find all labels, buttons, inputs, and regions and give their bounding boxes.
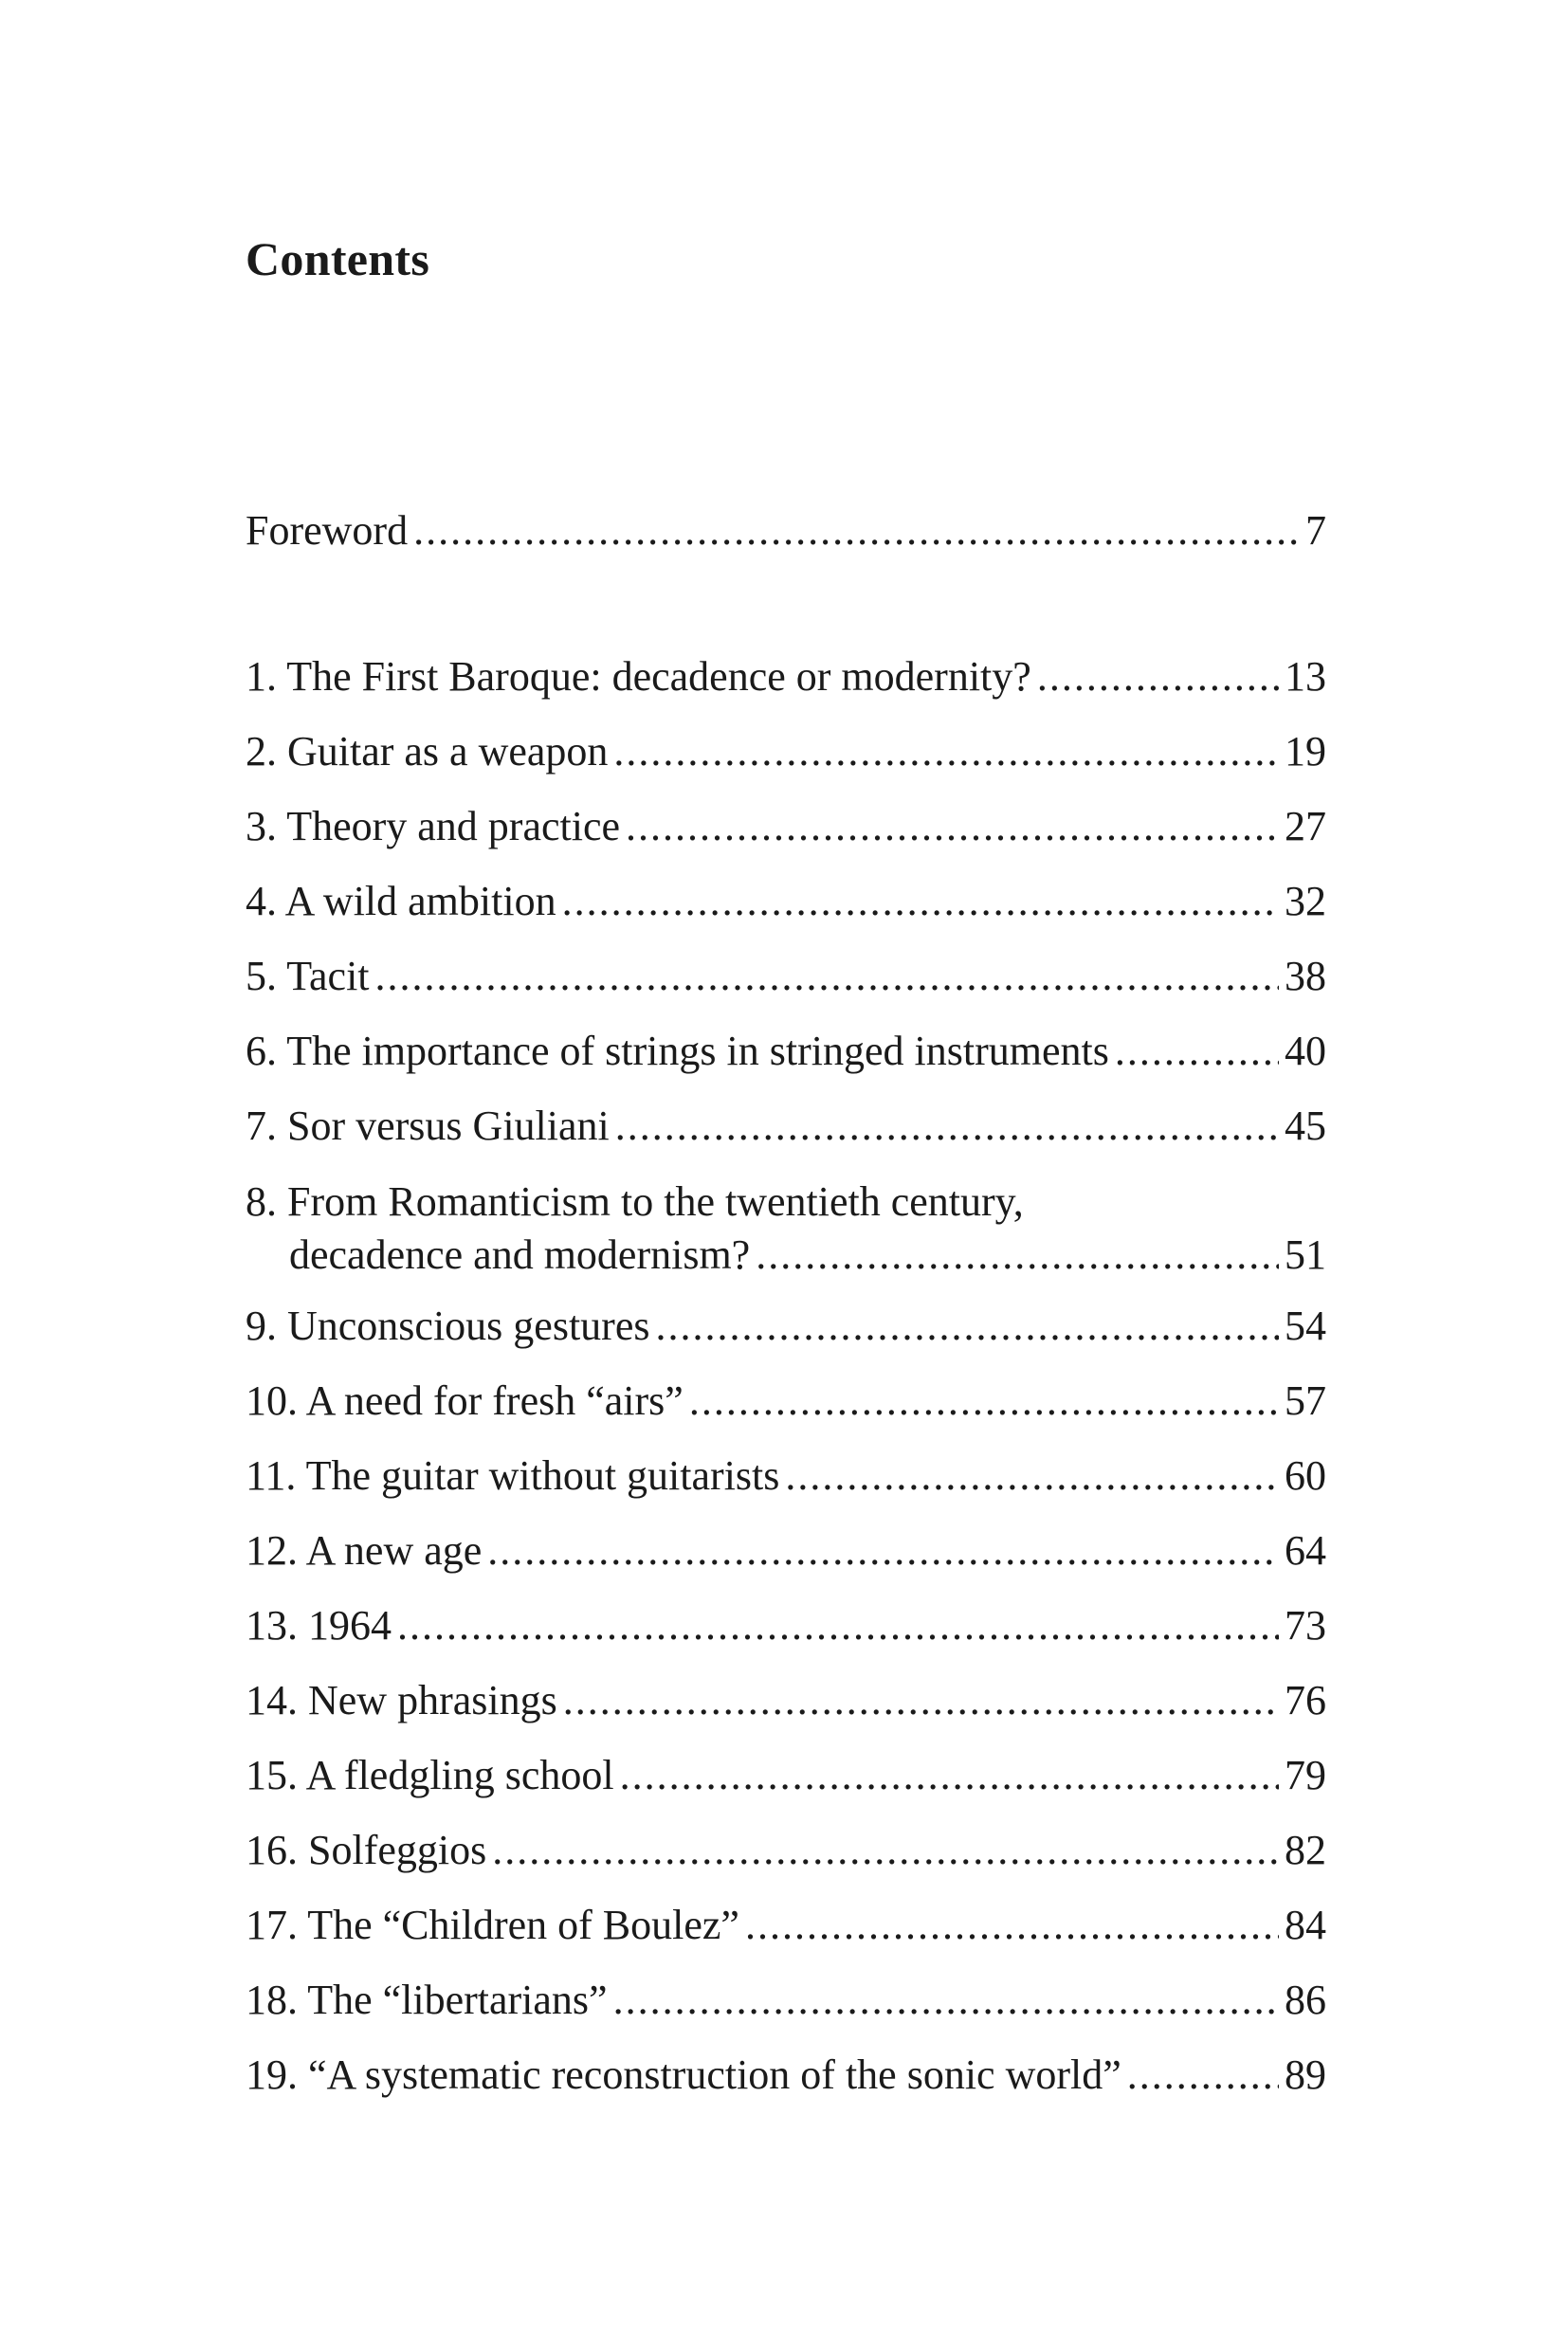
toc-entry-title: 7. Sor versus Giuliani xyxy=(246,1103,610,1149)
toc-entry-page: 45 xyxy=(1285,1103,1326,1149)
toc-entry-title: 17. The “Children of Boulez” xyxy=(246,1902,739,1948)
toc-entry-page: 64 xyxy=(1285,1527,1326,1574)
toc-entry-page: 38 xyxy=(1285,953,1326,999)
dot-leader xyxy=(620,1747,1279,1804)
toc-entry-title: 1. The First Baroque: decadence or modernity? xyxy=(246,653,1031,700)
toc-entry-title: 3. Theory and practice xyxy=(246,803,621,849)
toc-entry-title: Foreword xyxy=(246,507,409,554)
page-title: Contents xyxy=(246,232,430,285)
toc-entry-page: 86 xyxy=(1285,1977,1326,2023)
toc-entry-page: 76 xyxy=(1285,1677,1326,1723)
toc-entry-title: 11. The guitar without guitarists xyxy=(246,1452,780,1499)
toc-entry-page: 79 xyxy=(1285,1752,1326,1798)
toc-entry-page: 73 xyxy=(1285,1602,1326,1649)
dot-leader xyxy=(613,1972,1279,2029)
dot-leader xyxy=(756,1227,1279,1284)
toc-entry-chapter-19 xyxy=(246,2047,1326,2104)
dot-leader xyxy=(397,1597,1279,1654)
dot-leader xyxy=(615,1098,1279,1155)
dot-leader xyxy=(375,948,1279,1005)
dot-leader xyxy=(1127,2047,1279,2104)
dot-leader xyxy=(492,1822,1279,1879)
toc-entry-chapter-10 xyxy=(246,1373,1326,1430)
toc-entry-chapter-2 xyxy=(246,723,1326,780)
toc-entry-page: 27 xyxy=(1285,803,1326,849)
toc-entry-chapter-12 xyxy=(246,1522,1326,1579)
toc-entry-title: 12. A new age xyxy=(246,1527,483,1574)
toc-entry-page: 7 xyxy=(1305,507,1326,554)
toc-entry-title: 18. The “libertarians” xyxy=(246,1977,608,2023)
toc-entry-page: 60 xyxy=(1285,1452,1326,1499)
toc-entry-chapter-11 xyxy=(246,1448,1326,1504)
toc-entry-page: 84 xyxy=(1285,1902,1326,1948)
toc-entry-chapter-9 xyxy=(246,1298,1326,1355)
dot-leader xyxy=(563,1672,1279,1729)
toc-entry-chapter-17 xyxy=(246,1897,1326,1954)
toc-entry-page: 82 xyxy=(1285,1827,1326,1873)
toc-entry-page: 13 xyxy=(1285,653,1326,700)
dot-leader xyxy=(656,1298,1280,1355)
dot-leader xyxy=(613,723,1279,780)
toc-entry-title: 5. Tacit xyxy=(246,953,370,999)
toc-entry-title: 13. 1964 xyxy=(246,1602,392,1649)
toc-entry-chapter-5 xyxy=(246,948,1326,1005)
toc-entry-chapter-4 xyxy=(246,873,1326,930)
toc-entry-chapter-3 xyxy=(246,798,1326,855)
toc-entry-page: 19 xyxy=(1285,728,1326,775)
toc-entry-chapter-15 xyxy=(246,1747,1326,1804)
toc-entry-page: 32 xyxy=(1285,878,1326,924)
toc-entry-chapter-8 xyxy=(246,1177,1326,1282)
dot-leader xyxy=(785,1448,1279,1504)
toc-entry-title: 6. The importance of strings in stringed instruments xyxy=(246,1028,1109,1074)
dot-leader xyxy=(626,798,1279,855)
toc-entry-foreword xyxy=(246,502,1326,559)
dot-leader xyxy=(413,502,1300,559)
toc-entry-title: 10. A need for fresh “airs” xyxy=(246,1377,684,1424)
toc-entry-title: 14. New phrasings xyxy=(246,1677,557,1723)
dot-leader xyxy=(562,873,1279,930)
toc-entry-chapter-14 xyxy=(246,1672,1326,1729)
toc-entry-page: 89 xyxy=(1285,2051,1326,2098)
toc-entry-title: 4. A wild ambition xyxy=(246,878,556,924)
dot-leader xyxy=(1115,1023,1279,1080)
toc-entry-page: 57 xyxy=(1285,1377,1326,1424)
toc-entry-page: 51 xyxy=(1285,1231,1326,1278)
dot-leader xyxy=(487,1522,1279,1579)
toc-entry-title: 15. A fledgling school xyxy=(246,1752,614,1798)
toc-entry-chapter-6 xyxy=(246,1023,1326,1080)
toc-entry-page: 40 xyxy=(1285,1028,1326,1074)
toc-entry-title-line-2: decadence and modernism? xyxy=(289,1231,751,1278)
toc-entry-title: 19. “A systematic reconstruction of the sonic world” xyxy=(246,2051,1121,2098)
toc-entry-second-line xyxy=(246,1227,1326,1284)
toc-entry-chapter-16 xyxy=(246,1822,1326,1879)
dot-leader xyxy=(689,1373,1279,1430)
toc-entry-chapter-13 xyxy=(246,1597,1326,1654)
toc-entry-title: 9. Unconscious gestures xyxy=(246,1303,650,1349)
toc-entry-title: 16. Solfeggios xyxy=(246,1827,487,1873)
toc-entry-page: 54 xyxy=(1285,1303,1326,1349)
toc-entry-chapter-1 xyxy=(246,648,1326,705)
toc-entry-chapter-7 xyxy=(246,1098,1326,1155)
toc-entry-title: 2. Guitar as a weapon xyxy=(246,728,609,775)
dot-leader xyxy=(1037,648,1279,705)
dot-leader xyxy=(745,1897,1279,1954)
toc-entry-title-line-1: 8. From Romanticism to the twentieth century, xyxy=(246,1178,1024,1225)
toc-entry-chapter-18 xyxy=(246,1972,1326,2029)
